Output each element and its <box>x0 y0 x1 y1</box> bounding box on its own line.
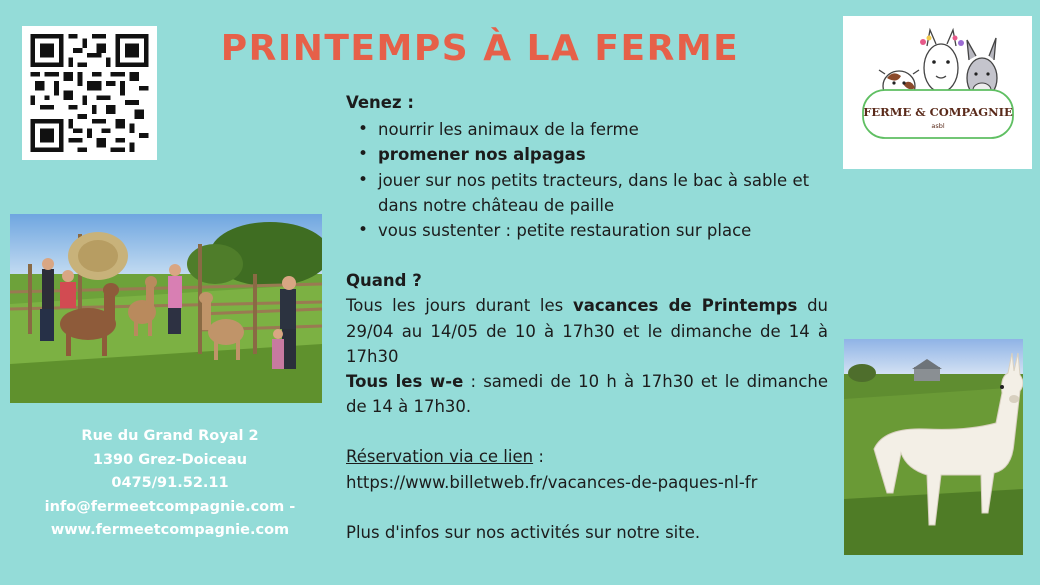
list-item: • jouer sur nos petits tracteurs, dans le bac à sable et dans notre château de paille <box>346 168 828 218</box>
more-info-text: Plus d'infos sur nos activités sur notre site. <box>346 522 701 542</box>
qr-code <box>22 26 157 160</box>
reservation-link[interactable]: Réservation via ce lien <box>346 447 534 467</box>
page-title: PRINTEMPS À LA FERME <box>220 28 740 69</box>
address-city: 1390 Grez-Doiceau <box>92 451 248 468</box>
address-website[interactable]: www.fermeetcompagnie.com <box>50 522 290 538</box>
photo-llama <box>844 339 1023 555</box>
quand-heading: Quand ? <box>346 271 422 291</box>
qr-code-icon <box>30 34 149 152</box>
quand-paragraph-1 <box>346 293 828 369</box>
list-item: • nourrir les animaux de la ferme <box>346 117 828 142</box>
logo-name: FERME & COMPAGNIE <box>863 105 1013 119</box>
text-span: du 29/04 au 14/05 de 10 à 17h30 et le dimanche de 14 à 17h30 <box>346 296 829 366</box>
photo-family-alpacas <box>10 214 322 403</box>
reservation-url[interactable]: https://www.billetweb.fr/vacances-de-paques-nl-fr <box>346 472 758 492</box>
list-item <box>346 142 828 167</box>
list-item-bold: promener nos alpagas <box>378 145 586 165</box>
donkey-icon <box>967 38 997 98</box>
farm-logo <box>843 16 1032 169</box>
main-content <box>346 90 828 545</box>
contact-address <box>20 425 320 543</box>
reservation-line <box>346 444 828 469</box>
text-span: : <box>533 447 544 467</box>
venez-heading: Venez : <box>346 93 414 112</box>
llama-icon <box>920 30 964 92</box>
logo-subtitle: asbl <box>931 122 945 130</box>
address-email[interactable]: info@fermeetcompagnie.com - <box>44 498 296 515</box>
list-item: • vous sustenter : petite restauration sur place <box>346 218 828 243</box>
highlight-weekend: Tous les w-e <box>346 372 464 392</box>
address-street: Rue du Grand Royal 2 <box>81 428 259 444</box>
venez-list <box>346 117 828 243</box>
highlight-vacances: vacances de Printemps <box>573 296 798 316</box>
quand-paragraph-2 <box>346 369 828 419</box>
text-span: Tous les jours durant les <box>346 296 573 316</box>
text-span: : samedi de 10 h à 17h30 et le dimanche de 14 à 17h30. <box>346 372 829 417</box>
address-phone[interactable]: 0475/91.52.11 <box>111 475 229 491</box>
